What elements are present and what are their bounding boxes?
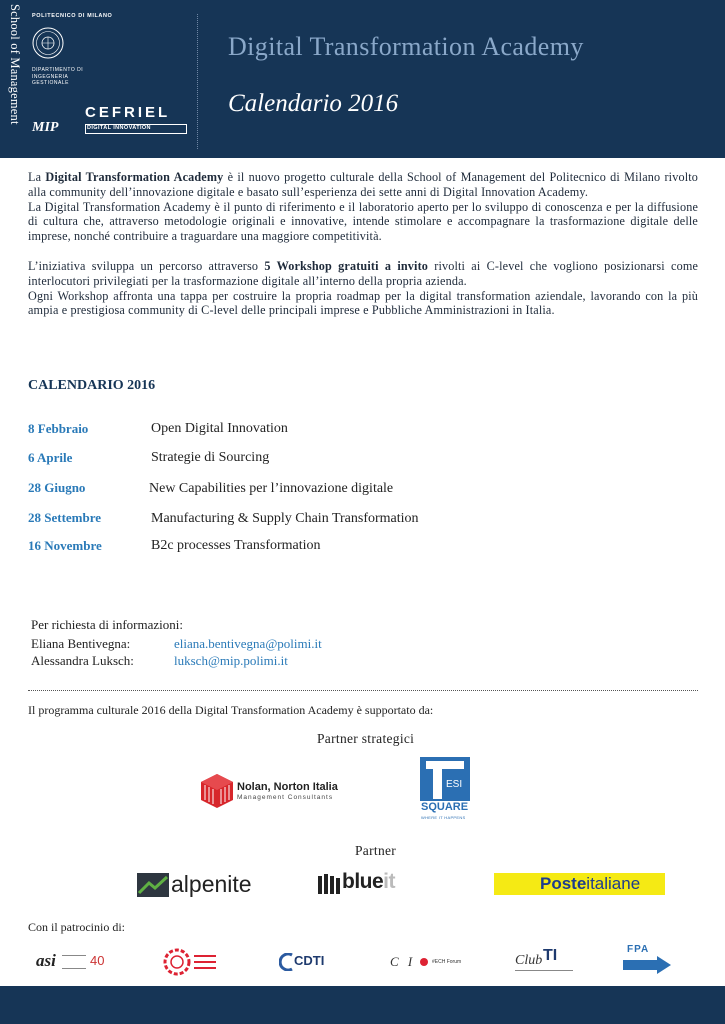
support-statement: Il programma culturale 2016 della Digital Transformation Academy è supportato da: [28,703,434,717]
poste-italiane-logo [494,873,665,895]
calendar-heading: CALENDARIO 2016 [28,378,156,393]
alpenite-logo [137,871,252,899]
poste-italiane-wordmark: Posteitaliane [540,874,641,893]
intro-paragraph-3: L’iniziativa sviluppa un percorso attraverso 5 Workshop gratuiti a invito rivolti ai C-level che vogliono posizionarsi come interlocutori privilegiati per la trasformazione digitale all’interno della propria azienda. [28,258,699,288]
header-banner [0,0,725,158]
intro-paragraph-4: Ogni Workshop affronta una tappa per costruire la propria roadmap per la digital transformation aziendale, lavorando con la più ampia e prestigiosa community di C-level delle principali imprese e Pubbliche Amministrazioni in Italia. [28,288,698,318]
contact-email-link[interactable]: luksch@mip.polimi.it [174,653,288,668]
asi-logo [36,951,112,973]
event-date: 16 Novembre [28,538,102,553]
cdti-wordmark: CDTI [294,953,325,968]
blueit-bars-icon [318,874,340,894]
event-title: B2c processes Transformation [151,538,321,553]
esi-square-tagline: WHERE IT HAPPENS [421,815,466,820]
esi-square-logo [420,757,472,823]
event-date: 28 Settembre [28,510,102,525]
club-wordmark: Club [515,953,543,968]
ase-gear-icon [162,947,192,977]
event-title: Strategie di Sourcing [151,450,270,465]
cdti-mark-icon [279,953,293,971]
cefriel-wordmark: CEFRIEL [85,104,171,121]
intro-paragraph-1: La Digital Transformation Academy è il nuovo progetto culturale della School of Management del Politecnico di Milano rivolto alla community dell’innovazione digitale e basato sull’esperienza dei sette anni di Digital Innovation Academy. [28,170,699,199]
mip-logo: MIP [32,120,59,135]
intro-paragraph-2: La Digital Transformation Academy è il punto di riferimento e il laboratorio aperto per lo sviluppo di conoscenza e per la diffusione di cultura che, attraverso metodologie originali e innovative, intende stimolare e accompagnare la trasformazione digitale delle imprese, nonché contribuire a traguardare una maggiore competitività. [28,199,698,244]
fpa-wordmark: FPA [627,944,650,955]
contacts-heading: Per richiesta di informazioni: [31,617,183,632]
fpa-logo [623,944,671,974]
page-subtitle: Calendario 2016 [228,90,399,117]
vertical-label-container [4,4,26,140]
event-title: Open Digital Innovation [151,421,288,436]
ci-wordmark: C I [390,954,416,969]
ci-forum-logo [390,954,472,972]
alpenite-mountain-icon [137,873,169,897]
nolan-subtitle: Management Consultants [237,794,334,801]
cdti-logo [279,952,335,972]
strategic-partners-heading: Partner strategici [317,731,415,746]
event-date: 6 Aprile [28,450,73,465]
patronage-heading: Con il patrocinio di: [28,920,125,934]
polimi-seal-icon [32,27,64,59]
alpenite-wordmark: alpenite [171,871,252,897]
contact-name: Alessandra Luksch: [31,653,134,668]
esi-label: ESI [446,779,463,790]
esi-square-box [420,757,470,801]
cefriel-subtitle: DIGITAL INNOVATION [87,125,151,131]
partners-heading: Partner [355,843,397,858]
event-date: 8 Febbraio [28,421,89,436]
intro-text [28,170,698,318]
school-of-management-label: School of Management [8,4,22,125]
nolan-norton-logo [200,773,360,809]
asi-wordmark: asi [36,951,56,970]
event-date: 28 Giugno [28,480,86,495]
ci-subtitle: #ECH Forum [432,959,462,965]
blueit-wordmark: blueit [342,870,395,893]
event-title: New Capabilities per l’innovazione digitale [149,481,394,496]
cefriel-logo [85,104,187,136]
university-name: POLITECNICO DI MILANO [32,13,113,19]
department-name: DIPARTIMENTO DI INGEGNERIA GESTIONALE [32,67,84,86]
club-ti-mark: TI [543,947,558,964]
header-divider [197,14,198,149]
event-title: Manufacturing & Supply Chain Transformation [151,511,419,526]
asi-40-mark: 40 [90,953,105,968]
club-ti-logo [515,947,573,973]
footer-bar [0,986,725,1024]
blueit-logo [318,872,410,898]
dotted-divider [28,690,698,691]
page-title: Digital Transformation Academy [228,32,584,61]
nolan-cube-icon [200,773,234,809]
ase-logo [162,947,218,977]
nolan-name: Nolan, Norton Italia [237,781,338,793]
fpa-arrow-icon [623,956,671,974]
esi-square-name: SQUARE [421,801,469,813]
contact-name: Eliana Bentivegna: [31,636,131,651]
contact-email-link[interactable]: eliana.bentivegna@polimi.it [174,636,322,651]
